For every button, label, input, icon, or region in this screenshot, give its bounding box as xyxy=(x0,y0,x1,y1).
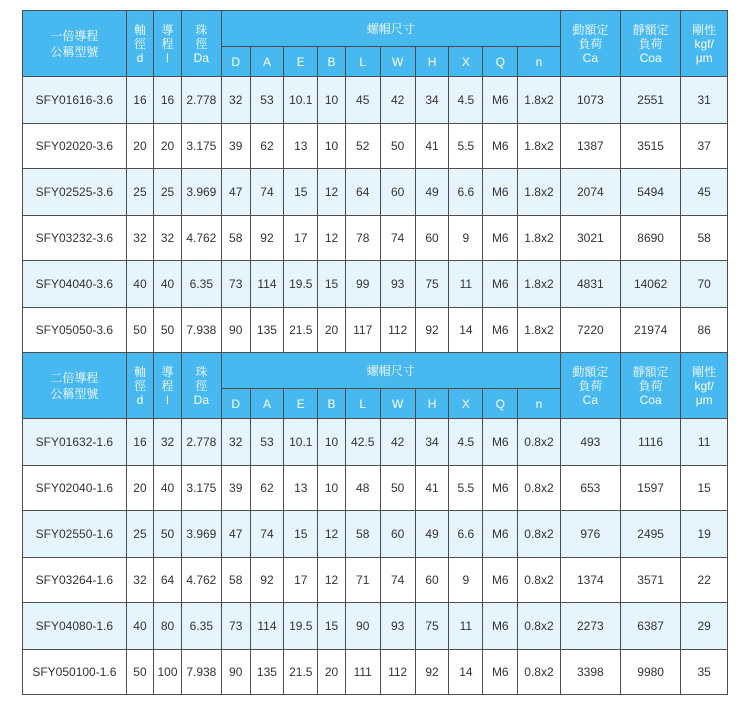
value-cell: 493 xyxy=(560,419,620,466)
column-header-lead-char: 程 xyxy=(161,378,174,393)
value-cell: 50 xyxy=(380,466,415,511)
value-cell: 49 xyxy=(415,511,449,558)
column-header-dynamic-load-line: Ca xyxy=(582,392,598,407)
value-cell: 15 xyxy=(318,261,346,308)
value-cell: 4.762 xyxy=(181,216,221,261)
value-cell: 10.1 xyxy=(284,77,318,124)
value-cell: 0.8x2 xyxy=(518,558,560,603)
table-row xyxy=(23,603,728,650)
value-cell: 22 xyxy=(681,558,728,603)
value-cell: M6 xyxy=(483,308,518,353)
value-cell: 2.778 xyxy=(181,77,221,124)
value-cell: 20 xyxy=(154,124,182,169)
section-title: 二倍導程 xyxy=(50,370,99,385)
table-row xyxy=(23,558,728,603)
value-cell: 74 xyxy=(380,216,415,261)
value-cell: 40 xyxy=(154,466,182,511)
value-cell: 1.8x2 xyxy=(518,261,560,308)
value-cell: 31 xyxy=(681,77,728,124)
value-cell: 8690 xyxy=(620,216,680,261)
model-header-label: 公稱型號 xyxy=(50,44,99,59)
model-cell: SFY050100-1.6 xyxy=(23,650,127,695)
column-header-static-load-line: 負荷 xyxy=(638,378,663,393)
value-cell: 90 xyxy=(221,650,250,695)
value-cell: 32 xyxy=(154,419,182,466)
subheader-cell: n xyxy=(518,47,560,77)
value-cell: 42 xyxy=(380,419,415,466)
table-row xyxy=(23,650,728,695)
value-cell: 7.938 xyxy=(181,650,221,695)
subheader-cell: E xyxy=(284,47,318,77)
value-cell: 25 xyxy=(126,169,154,216)
column-header-shaft-diameter-char: d xyxy=(136,392,144,407)
value-cell: 6387 xyxy=(620,603,680,650)
subheader-cell: L xyxy=(345,389,380,419)
value-cell: 62 xyxy=(250,124,284,169)
value-cell: M6 xyxy=(483,261,518,308)
value-cell: M6 xyxy=(483,466,518,511)
column-header-rigidity-line: kgf/ xyxy=(694,378,714,393)
value-cell: 78 xyxy=(345,216,380,261)
value-cell: 50 xyxy=(126,308,154,353)
value-cell: 86 xyxy=(681,308,728,353)
value-cell: 6.35 xyxy=(181,261,221,308)
subheader-cell: X xyxy=(449,47,483,77)
model-cell: SFY02040-1.6 xyxy=(23,466,127,511)
value-cell: 1.8x2 xyxy=(518,124,560,169)
table-row xyxy=(23,308,728,353)
value-cell: 5.5 xyxy=(449,124,483,169)
value-cell: 4.762 xyxy=(181,558,221,603)
value-cell: 15 xyxy=(284,169,318,216)
table-row xyxy=(23,419,728,466)
column-header-lead-char: 程 xyxy=(161,36,174,51)
column-header-ball-diameter-char: 徑 xyxy=(195,378,208,393)
section-title: 一倍導程 xyxy=(50,28,99,43)
value-cell: 58 xyxy=(345,511,380,558)
subheader-cell: H xyxy=(415,47,449,77)
subheader-cell: Q xyxy=(483,47,518,77)
value-cell: 47 xyxy=(221,169,250,216)
value-cell: 19.5 xyxy=(284,261,318,308)
model-cell: SFY03232-3.6 xyxy=(23,216,127,261)
value-cell: 41 xyxy=(415,124,449,169)
column-header-shaft-diameter-char: 軸 xyxy=(133,22,146,37)
column-header-rigidity-line: 剛性 xyxy=(692,22,717,37)
value-cell: 93 xyxy=(380,603,415,650)
subheader-cell: W xyxy=(380,47,415,77)
value-cell: 58 xyxy=(681,216,728,261)
value-cell: M6 xyxy=(483,603,518,650)
value-cell: 34 xyxy=(415,77,449,124)
value-cell: 4.5 xyxy=(449,77,483,124)
value-cell: 1387 xyxy=(560,124,620,169)
model-cell: SFY02020-3.6 xyxy=(23,124,127,169)
column-header-dynamic-load xyxy=(560,353,620,419)
column-header-shaft-diameter-char: 徑 xyxy=(133,36,146,51)
column-header-rigidity-line: 剛性 xyxy=(692,364,717,379)
column-header-dynamic-load xyxy=(560,11,620,77)
value-cell: 15 xyxy=(318,603,346,650)
subheader-cell: B xyxy=(318,389,346,419)
column-header-dynamic-load-line: 動額定 xyxy=(572,22,609,37)
table-row xyxy=(23,124,728,169)
value-cell: 41 xyxy=(415,466,449,511)
column-header-rigidity xyxy=(681,11,728,77)
value-cell: 60 xyxy=(415,558,449,603)
value-cell: M6 xyxy=(483,124,518,169)
value-cell: 92 xyxy=(415,650,449,695)
value-cell: 70 xyxy=(681,261,728,308)
column-header-rigidity-line: μm xyxy=(695,50,713,65)
value-cell: 2273 xyxy=(560,603,620,650)
value-cell: 114 xyxy=(250,603,284,650)
value-cell: 12 xyxy=(318,216,346,261)
value-cell: 2074 xyxy=(560,169,620,216)
column-header-shaft-diameter-char: 徑 xyxy=(133,378,146,393)
value-cell: 42.5 xyxy=(345,419,380,466)
model-cell: SFY01616-3.6 xyxy=(23,77,127,124)
value-cell: 52 xyxy=(345,124,380,169)
value-cell: 112 xyxy=(380,308,415,353)
value-cell: 17 xyxy=(284,216,318,261)
column-header-rigidity-line: kgf/ xyxy=(694,36,714,51)
column-header-ball-diameter-char: 珠 xyxy=(195,364,208,379)
value-cell: 13 xyxy=(284,466,318,511)
value-cell: 0.8x2 xyxy=(518,511,560,558)
value-cell: 58 xyxy=(221,216,250,261)
value-cell: 19.5 xyxy=(284,603,318,650)
value-cell: 12 xyxy=(318,169,346,216)
table-body xyxy=(23,11,728,695)
value-cell: M6 xyxy=(483,77,518,124)
value-cell: 112 xyxy=(380,650,415,695)
value-cell: 1116 xyxy=(620,419,680,466)
value-cell: 10 xyxy=(318,77,346,124)
column-header-static-load xyxy=(620,11,680,77)
table-row xyxy=(23,77,728,124)
column-header-model xyxy=(23,11,127,77)
value-cell: 9980 xyxy=(620,650,680,695)
table-row xyxy=(23,511,728,558)
subheader-cell: D xyxy=(221,389,250,419)
column-header-lead xyxy=(154,353,182,419)
column-header-shaft-diameter xyxy=(126,11,154,77)
table-row xyxy=(23,261,728,308)
value-cell: 60 xyxy=(380,169,415,216)
value-cell: 48 xyxy=(345,466,380,511)
section-header-row xyxy=(23,353,728,389)
value-cell: 19 xyxy=(681,511,728,558)
value-cell: 49 xyxy=(415,169,449,216)
column-header-static-load-line: 靜額定 xyxy=(632,22,669,37)
value-cell: 3571 xyxy=(620,558,680,603)
value-cell: 64 xyxy=(345,169,380,216)
subheader-cell: H xyxy=(415,389,449,419)
value-cell: 10 xyxy=(318,124,346,169)
value-cell: 9 xyxy=(449,216,483,261)
value-cell: 12 xyxy=(318,558,346,603)
value-cell: 2495 xyxy=(620,511,680,558)
value-cell: 14 xyxy=(449,308,483,353)
value-cell: 42 xyxy=(380,77,415,124)
value-cell: 75 xyxy=(415,603,449,650)
model-cell: SFY02550-1.6 xyxy=(23,511,127,558)
value-cell: 111 xyxy=(345,650,380,695)
column-header-ball-diameter xyxy=(181,353,221,419)
subheader-cell: B xyxy=(318,47,346,77)
column-header-ball-diameter xyxy=(181,11,221,77)
value-cell: 73 xyxy=(221,603,250,650)
value-cell: 11 xyxy=(681,419,728,466)
value-cell: 45 xyxy=(345,77,380,124)
value-cell: 11 xyxy=(449,603,483,650)
table-row xyxy=(23,216,728,261)
column-header-lead-char: 導 xyxy=(161,22,174,37)
value-cell: 40 xyxy=(154,261,182,308)
value-cell: 73 xyxy=(221,261,250,308)
value-cell: 25 xyxy=(126,511,154,558)
value-cell: 1.8x2 xyxy=(518,216,560,261)
value-cell: 15 xyxy=(284,511,318,558)
value-cell: 29 xyxy=(681,603,728,650)
value-cell: 74 xyxy=(250,511,284,558)
value-cell: M6 xyxy=(483,419,518,466)
value-cell: 50 xyxy=(126,650,154,695)
value-cell: 20 xyxy=(318,308,346,353)
value-cell: 100 xyxy=(154,650,182,695)
model-header-label: 公稱型號 xyxy=(50,386,99,401)
value-cell: 21974 xyxy=(620,308,680,353)
value-cell: 11 xyxy=(449,261,483,308)
value-cell: 32 xyxy=(154,216,182,261)
column-header-model xyxy=(23,353,127,419)
value-cell: 39 xyxy=(221,466,250,511)
value-cell: 1.8x2 xyxy=(518,77,560,124)
value-cell: 3.969 xyxy=(181,511,221,558)
value-cell: 3.175 xyxy=(181,124,221,169)
value-cell: 135 xyxy=(250,308,284,353)
value-cell: 15 xyxy=(681,466,728,511)
value-cell: 60 xyxy=(415,216,449,261)
table-row xyxy=(23,466,728,511)
column-header-ball-diameter-char: Da xyxy=(193,50,210,65)
value-cell: 5.5 xyxy=(449,466,483,511)
value-cell: 74 xyxy=(250,169,284,216)
column-header-rigidity xyxy=(681,353,728,419)
column-header-static-load-line: 靜額定 xyxy=(632,364,669,379)
value-cell: M6 xyxy=(483,650,518,695)
value-cell: 0.8x2 xyxy=(518,466,560,511)
ball-screw-spec-table xyxy=(22,10,728,695)
value-cell: 93 xyxy=(380,261,415,308)
value-cell: 10 xyxy=(318,419,346,466)
value-cell: 40 xyxy=(126,261,154,308)
value-cell: 53 xyxy=(250,77,284,124)
column-header-lead-char: 導 xyxy=(161,364,174,379)
subheader-cell: A xyxy=(250,389,284,419)
value-cell: 60 xyxy=(380,511,415,558)
value-cell: 50 xyxy=(380,124,415,169)
column-header-dynamic-load-line: 動額定 xyxy=(572,364,609,379)
column-header-shaft-diameter-char: 軸 xyxy=(133,364,146,379)
value-cell: 50 xyxy=(154,511,182,558)
value-cell: M6 xyxy=(483,169,518,216)
value-cell: 0.8x2 xyxy=(518,603,560,650)
column-header-dynamic-load-line: 負荷 xyxy=(578,36,603,51)
column-header-ball-diameter-char: Da xyxy=(193,392,210,407)
value-cell: 10 xyxy=(318,466,346,511)
value-cell: 3515 xyxy=(620,124,680,169)
value-cell: 53 xyxy=(250,419,284,466)
value-cell: 1597 xyxy=(620,466,680,511)
column-group-nut-dimensions: 螺帽尺寸 xyxy=(221,353,560,389)
value-cell: 976 xyxy=(560,511,620,558)
subheader-cell: X xyxy=(449,389,483,419)
model-cell: SFY05050-3.6 xyxy=(23,308,127,353)
column-header-static-load-line: Coa xyxy=(639,392,662,407)
value-cell: 74 xyxy=(380,558,415,603)
value-cell: 20 xyxy=(318,650,346,695)
model-cell: SFY04080-1.6 xyxy=(23,603,127,650)
value-cell: 21.5 xyxy=(284,308,318,353)
value-cell: 47 xyxy=(221,511,250,558)
value-cell: 6.6 xyxy=(449,169,483,216)
value-cell: 64 xyxy=(154,558,182,603)
subheader-cell: W xyxy=(380,389,415,419)
column-header-dynamic-load-line: 負荷 xyxy=(578,378,603,393)
subheader-cell: E xyxy=(284,389,318,419)
value-cell: M6 xyxy=(483,558,518,603)
value-cell: 50 xyxy=(154,308,182,353)
value-cell: 6.6 xyxy=(449,511,483,558)
value-cell: 1.8x2 xyxy=(518,308,560,353)
value-cell: 99 xyxy=(345,261,380,308)
column-header-ball-diameter-char: 徑 xyxy=(195,36,208,51)
value-cell: 25 xyxy=(154,169,182,216)
value-cell: 21.5 xyxy=(284,650,318,695)
value-cell: 20 xyxy=(126,124,154,169)
model-cell: SFY03264-1.6 xyxy=(23,558,127,603)
value-cell: 1.8x2 xyxy=(518,169,560,216)
column-header-lead-char: l xyxy=(166,50,169,65)
column-header-static-load xyxy=(620,353,680,419)
value-cell: 92 xyxy=(250,216,284,261)
value-cell: 9 xyxy=(449,558,483,603)
value-cell: 5494 xyxy=(620,169,680,216)
model-cell: SFY01632-1.6 xyxy=(23,419,127,466)
value-cell: 3398 xyxy=(560,650,620,695)
value-cell: 35 xyxy=(681,650,728,695)
subheader-cell: Q xyxy=(483,389,518,419)
value-cell: 92 xyxy=(250,558,284,603)
value-cell: 12 xyxy=(318,511,346,558)
column-header-ball-diameter-char: 珠 xyxy=(195,22,208,37)
value-cell: 90 xyxy=(345,603,380,650)
column-group-nut-dimensions: 螺帽尺寸 xyxy=(221,11,560,47)
value-cell: 62 xyxy=(250,466,284,511)
value-cell: 39 xyxy=(221,124,250,169)
subheader-cell: D xyxy=(221,47,250,77)
subheader-cell: A xyxy=(250,47,284,77)
value-cell: 32 xyxy=(221,77,250,124)
value-cell: 114 xyxy=(250,261,284,308)
model-cell: SFY02525-3.6 xyxy=(23,169,127,216)
value-cell: 0.8x2 xyxy=(518,650,560,695)
value-cell: 4831 xyxy=(560,261,620,308)
column-header-shaft-diameter-char: d xyxy=(136,50,144,65)
value-cell: 3021 xyxy=(560,216,620,261)
value-cell: 58 xyxy=(221,558,250,603)
value-cell: 45 xyxy=(681,169,728,216)
value-cell: 1374 xyxy=(560,558,620,603)
value-cell: 135 xyxy=(250,650,284,695)
value-cell: 117 xyxy=(345,308,380,353)
value-cell: 0.8x2 xyxy=(518,419,560,466)
value-cell: 34 xyxy=(415,419,449,466)
column-header-static-load-line: Coa xyxy=(639,50,662,65)
value-cell: 14062 xyxy=(620,261,680,308)
model-cell: SFY04040-3.6 xyxy=(23,261,127,308)
value-cell: 3.969 xyxy=(181,169,221,216)
column-header-lead xyxy=(154,11,182,77)
column-header-lead-char: l xyxy=(166,392,169,407)
value-cell: 7.938 xyxy=(181,308,221,353)
value-cell: 6.35 xyxy=(181,603,221,650)
column-header-dynamic-load-line: Ca xyxy=(582,50,598,65)
value-cell: 4.5 xyxy=(449,419,483,466)
value-cell: 92 xyxy=(415,308,449,353)
value-cell: 32 xyxy=(221,419,250,466)
value-cell: 7220 xyxy=(560,308,620,353)
value-cell: M6 xyxy=(483,216,518,261)
value-cell: 14 xyxy=(449,650,483,695)
value-cell: 20 xyxy=(126,466,154,511)
value-cell: M6 xyxy=(483,511,518,558)
value-cell: 40 xyxy=(126,603,154,650)
value-cell: 653 xyxy=(560,466,620,511)
value-cell: 75 xyxy=(415,261,449,308)
column-header-shaft-diameter xyxy=(126,353,154,419)
value-cell: 17 xyxy=(284,558,318,603)
column-header-rigidity-line: μm xyxy=(695,392,713,407)
value-cell: 80 xyxy=(154,603,182,650)
value-cell: 16 xyxy=(126,77,154,124)
subheader-cell: n xyxy=(518,389,560,419)
table-row xyxy=(23,169,728,216)
value-cell: 2551 xyxy=(620,77,680,124)
subheader-cell: L xyxy=(345,47,380,77)
value-cell: 37 xyxy=(681,124,728,169)
value-cell: 16 xyxy=(126,419,154,466)
value-cell: 3.175 xyxy=(181,466,221,511)
value-cell: 90 xyxy=(221,308,250,353)
value-cell: 13 xyxy=(284,124,318,169)
value-cell: 10.1 xyxy=(284,419,318,466)
value-cell: 71 xyxy=(345,558,380,603)
value-cell: 32 xyxy=(126,216,154,261)
value-cell: 2.778 xyxy=(181,419,221,466)
value-cell: 16 xyxy=(154,77,182,124)
value-cell: 1073 xyxy=(560,77,620,124)
section-header-row xyxy=(23,11,728,47)
column-header-static-load-line: 負荷 xyxy=(638,36,663,51)
value-cell: 32 xyxy=(126,558,154,603)
